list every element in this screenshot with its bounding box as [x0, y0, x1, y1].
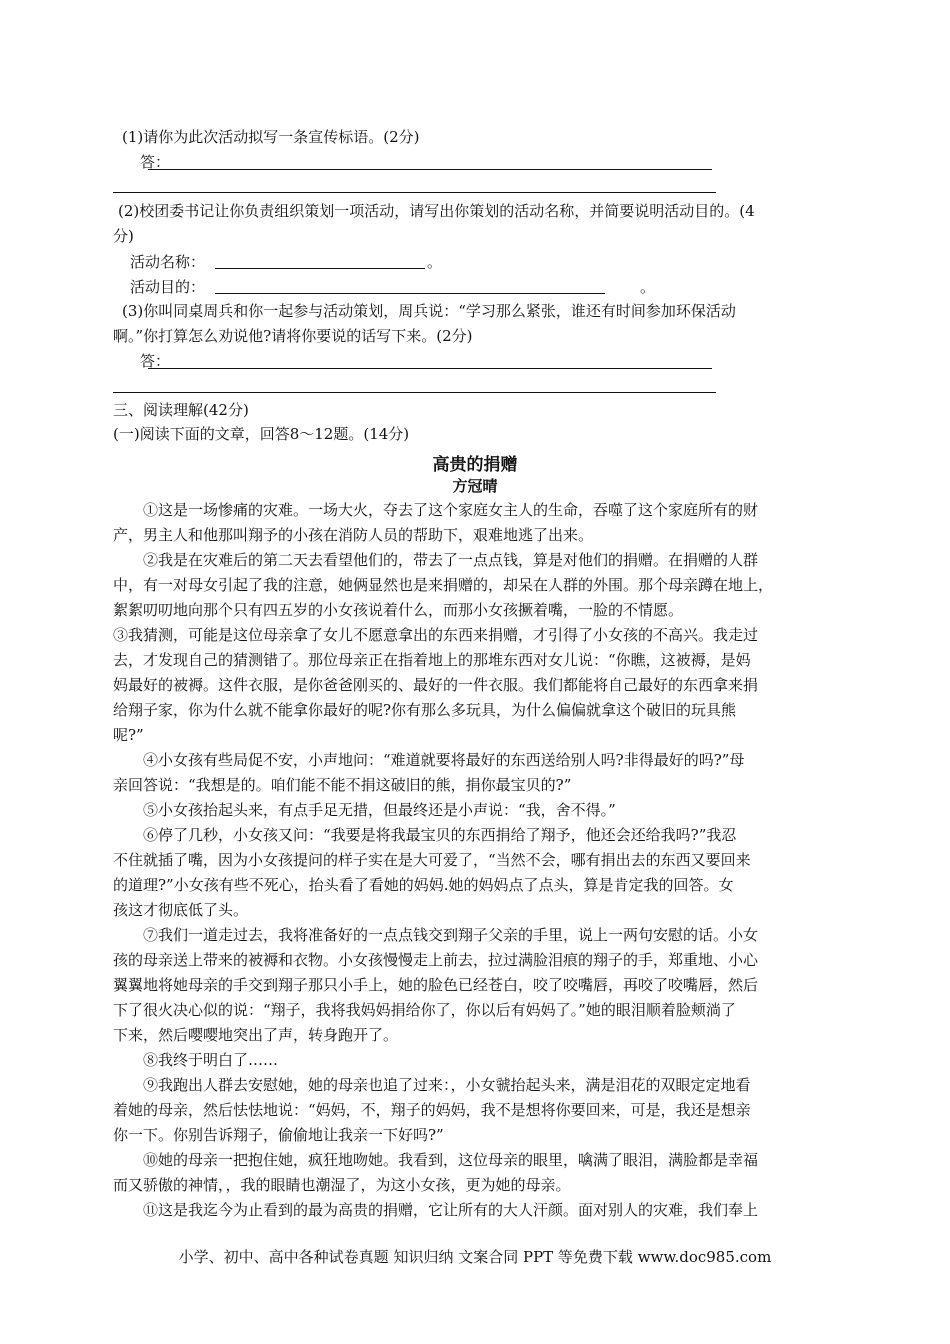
period: 。	[427, 253, 443, 271]
article-line: 下来，然后嘤嘤地突出了声，转身跑开了。	[113, 1026, 399, 1044]
article-author: 方冠晴	[452, 477, 498, 495]
article-line: ⑧我终于明白了……	[143, 1051, 279, 1069]
question-3: (3)你叫同桌周兵和你一起参与活动策划，周兵说：“学习那么紧张，谁还有时间参加环保活动	[122, 302, 736, 320]
activity-purpose-line[interactable]	[215, 293, 605, 294]
article-line: ①这是一场惨痛的灾难。一场大火，夺去了这个家庭女主人的生命，吞噬了这个家庭所有的财	[143, 501, 759, 519]
article-line: 不住就插了嘴，因为小女孩提问的样子实在是大可爱了，“当然不会，哪有捐出去的东西又要回来	[113, 851, 751, 869]
answer-label: 答：	[140, 352, 171, 370]
article-line: ④小女孩有些局促不安，小声地问：“难道就要将最好的东西送给别人吗?非得最好的吗?”母	[143, 751, 745, 769]
article-line: 妈最好的被褥。这件衣服，是你爸爸刚买的、最好的一件衣服。我们都能将自己最好的东西拿来捐	[113, 676, 759, 694]
footer-text: 小学、初中、高中各种试卷真题 知识归纳 文案合同 PPT 等免费下载 www.doc985.com	[178, 1248, 772, 1266]
article-line: 而又骄傲的神情，，我的眼睛也潮湿了，为这小女孩，更为她的母亲。	[113, 1176, 571, 1194]
article-line: ⑥停了几秒，小女孩又问：“我要是将我最宝贝的东西捐给了翔予，他还会还给我吗?”我忍	[143, 826, 737, 844]
article-line: 你一下。你别告诉翔子，偷偷地让我亲一下好吗?”	[113, 1126, 444, 1144]
question-2: (2)校团委书记让你负责组织策划一项活动，请写出你策划的活动名称，并简要说明活动目的。(4	[118, 202, 755, 220]
section-heading: 三、阅读理解(42分)	[113, 401, 249, 419]
article-line: ⑪这是我迄今为止看到的最为高贵的捐赠，它让所有的大人汗颜。面对别人的灾难，我们奉上	[143, 1201, 759, 1219]
article-line: 中，有一对母女引起了我的注意，她俩显然也是来捐赠的，却呆在人群的外围。那个母亲蹲在地上，	[113, 576, 774, 594]
article-line: ⑩她的母亲一把抱住她，疯狂地吻她。我看到，这位母亲的眼里，噙满了眼泪，满脸都是幸福	[143, 1151, 759, 1169]
article-line: 产，男主人和他那叫翔予的小孩在消防人员的帮助下，艰难地逃了出来。	[113, 526, 594, 544]
answer-line[interactable]	[113, 392, 716, 393]
activity-name-line[interactable]	[215, 268, 425, 269]
period: 。	[640, 278, 656, 296]
article-line: 孩这才彻底低了头。	[113, 901, 249, 919]
article-line: 絮絮叨叨地向那个只有四五岁的小女孩说着什么，而那小女孩撅着嘴，一脸的不情愿。	[113, 601, 684, 619]
article-line: 着她的母亲，然后怯怯地说：“妈妈，不，翔子的妈妈，我不是想将你要回来，可是，我还是想亲	[113, 1101, 751, 1119]
article-line: ②我是在灾难后的第二天去看望他们的，带去了一点点钱，算是对他们的捐赠。在捐赠的人群	[143, 551, 759, 569]
article-line: 翼翼地将她母亲的手交到翔子那只小手上，她的脸色已经苍白，咬了咬嘴唇，再咬了咬嘴唇，然后	[113, 976, 759, 994]
article-line: ⑦我们一道走过去，我将准备好的一点点钱交到翔子父亲的手里，说上一两句安慰的话。小女	[143, 926, 759, 944]
article-line: 下了很火决心似的说：“翔子，我将我妈妈捐给你了，你以后有妈妈了。”她的眼泪顺着脸颊淌了	[113, 1001, 736, 1019]
article-line: 去，才发现自己的猜测错了。那位母亲正在指着地上的那堆东西对女儿说：“你瞧，这被褥，是妈	[113, 651, 751, 669]
article-line: ③我猜测，可能是这位母亲拿了女儿不愿意拿出的东西来捐赠，才引得了小女孩的不高兴。我走过	[113, 626, 759, 644]
article-line: ⑤小女孩抬起头来，有点手足无措，但最终还是小声说：“我，舍不得。”	[143, 801, 616, 819]
answer-line[interactable]	[113, 192, 716, 193]
section-subheading: (一)阅读下面的文章，回答8～12题。(14分)	[113, 425, 410, 443]
activity-name-label: 活动名称：	[130, 253, 206, 271]
answer-line[interactable]	[148, 368, 712, 369]
question-1: (1)请你为此次活动拟写一条宣传标语。(2分)	[122, 128, 420, 146]
article-line: 孩的母亲送上带来的被褥和衣物。小女孩慢慢走上前去，拉过满脸泪痕的翔子的手，郑重地、小心	[113, 951, 759, 969]
article-line: 的道理?”小女孩有些不死心，抬头看了看她的妈妈.她的妈妈点了点头，算是肯定我的回答。女	[113, 876, 734, 894]
article-line: 给翔子家，你为什么就不能拿你最好的呢?你有那么多玩具，为什么偏偏就拿这个破旧的玩具熊	[113, 701, 737, 719]
article-line: 亲回答说：“我想是的。咱们能不能不捐这破旧的熊，捐你最宝贝的?”	[113, 776, 572, 794]
article-title: 高贵的捐赠	[432, 455, 518, 475]
question-3-cont: 啊。”你打算怎么劝说他?请将你要说的话写下来。(2分)	[113, 327, 473, 345]
question-2-cont: 分)	[113, 227, 134, 245]
answer-line[interactable]	[148, 169, 712, 170]
article-line: ⑨我跑出人群去安慰她，她的母亲也追了过来：，小女虢抬起头来，满是泪花的双眼定定地看	[143, 1076, 751, 1094]
article-line: 呢?”	[113, 726, 144, 744]
answer-label: 答：	[140, 153, 171, 171]
activity-purpose-label: 活动目的：	[130, 278, 206, 296]
